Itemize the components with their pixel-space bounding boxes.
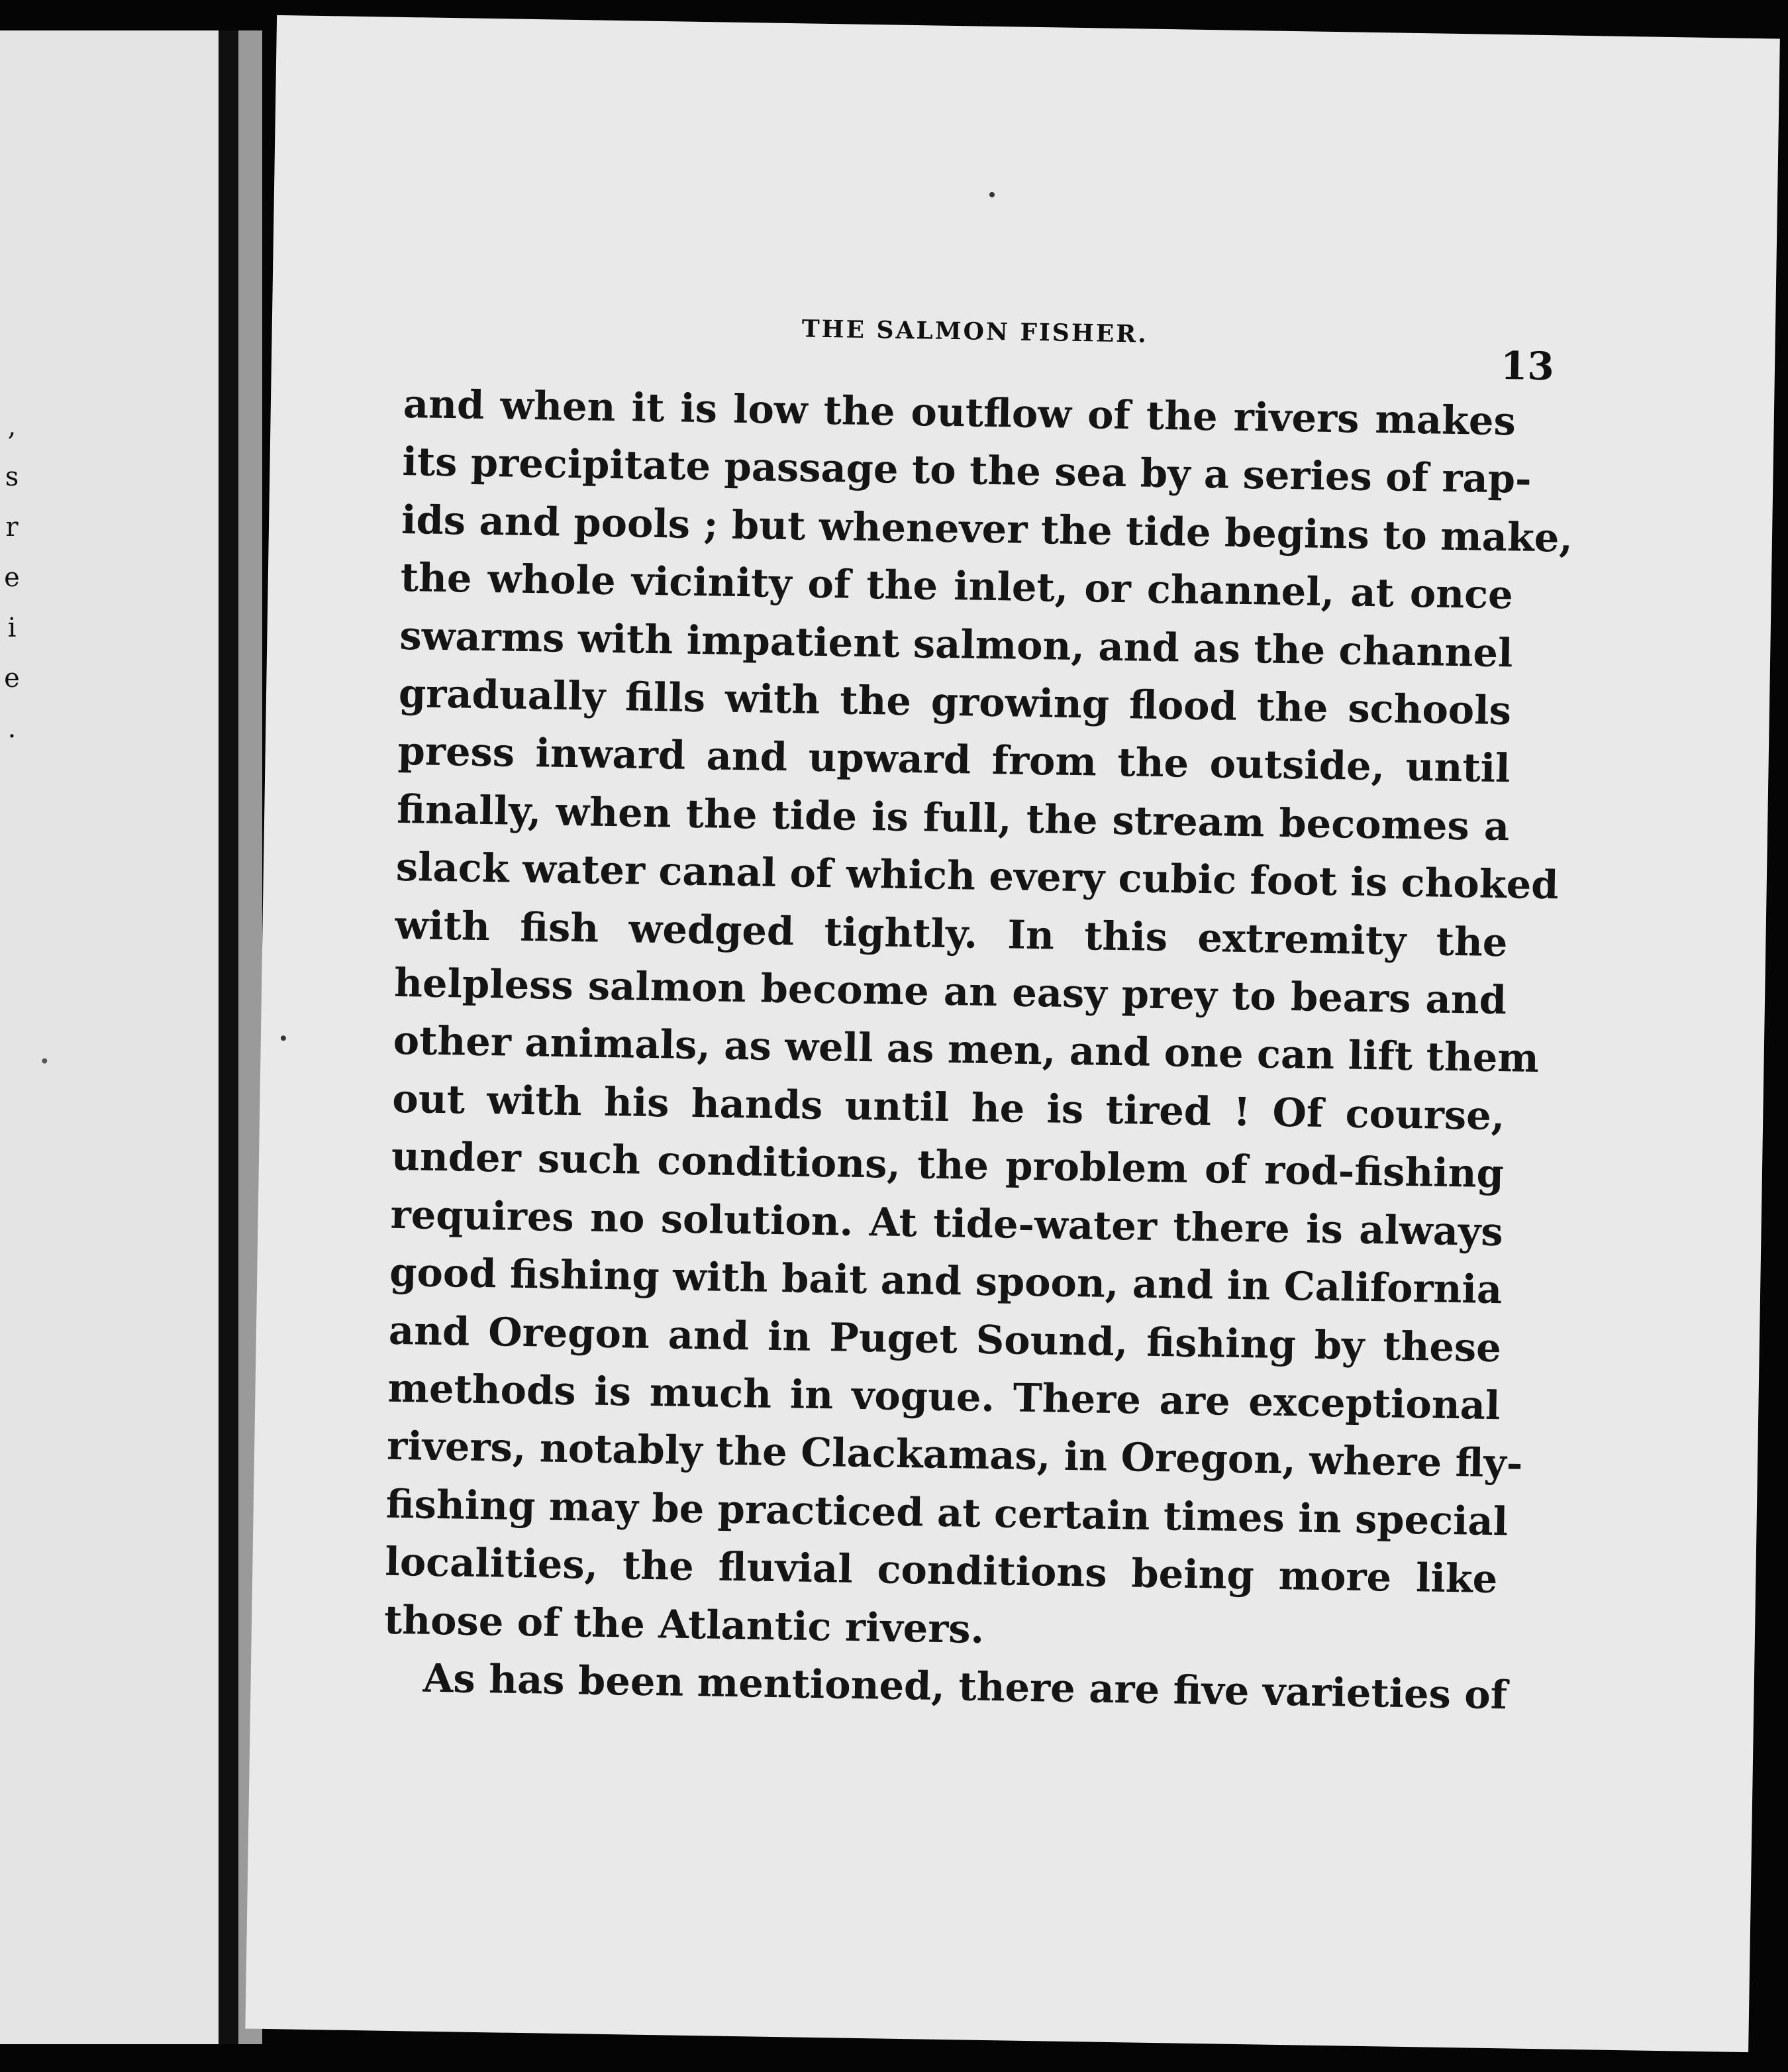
margin-mark: r [5,512,19,543]
margin-mark: . [7,713,17,744]
text-line: slack water canal of which every cubic foot is choked [395,844,1559,908]
text-line: finally, when the tide is full, the stream becomes a [396,786,1510,850]
text-line: swarms with impatient salmon, and as the channel [399,612,1513,676]
text-line: fishing may be practiced at certain times in special [385,1480,1509,1545]
text-line: methods is much in vogue. There are exceptional [387,1365,1501,1429]
text-line: those of the Atlantic rivers. [383,1596,985,1652]
paragraph-first-line: As has been mentioned, there are five varieties of [422,1655,1508,1718]
text-line: localities, the fluvial conditions being more like [384,1538,1498,1602]
margin-mark: , [7,411,17,442]
text-line: gradually fills with the growing flood the schools [398,670,1512,734]
text-line: out with his hands until he is tired ! Of course, [391,1075,1505,1139]
text-line: with fish wedged tightly. In this extremity the [395,902,1508,965]
text-line: under such conditions, the problem of rod-fishing [391,1133,1505,1197]
left-page-margin-marks [0,401,24,799]
text-line: requires no solution. At tide-water there is always [390,1191,1504,1255]
margin-mark: s [5,462,19,492]
left-facing-page [0,30,219,2044]
margin-mark: e [4,562,20,593]
text-line: rivers, notably the Clackamas, in Oregon, where fly- [386,1423,1523,1487]
text-line: other animals, as well as men, and one can lift them [393,1017,1540,1082]
text-line: ids and pools ; but whenever the tide begins to make, [401,496,1573,561]
text-line: good fishing with bait and spoon, and in California [389,1249,1503,1313]
scan-speck [989,192,995,197]
text-line: its precipitate passage to the sea by a series of rap- [402,439,1532,503]
text-line: the whole vicinity of the inlet, or channel, at once [400,554,1514,618]
page-number: 13 [1500,342,1555,389]
text-line: helpless salmon become an easy prey to bears and [393,959,1507,1023]
margin-mark: i [7,613,17,643]
scanned-page [245,15,1779,2052]
book-gutter-shadow [219,30,238,2044]
margin-mark: e [4,663,20,694]
text-line: and when it is low the outflow of the rivers makes [403,380,1516,444]
text-line: and Oregon and in Puget Sound, fishing by these [388,1307,1502,1371]
running-head: THE SALMON FISHER. [801,315,1149,348]
body-text [383,375,1573,1724]
scan-speck [281,1035,286,1041]
text-line: press inward and upward from the outside, until [397,728,1511,792]
